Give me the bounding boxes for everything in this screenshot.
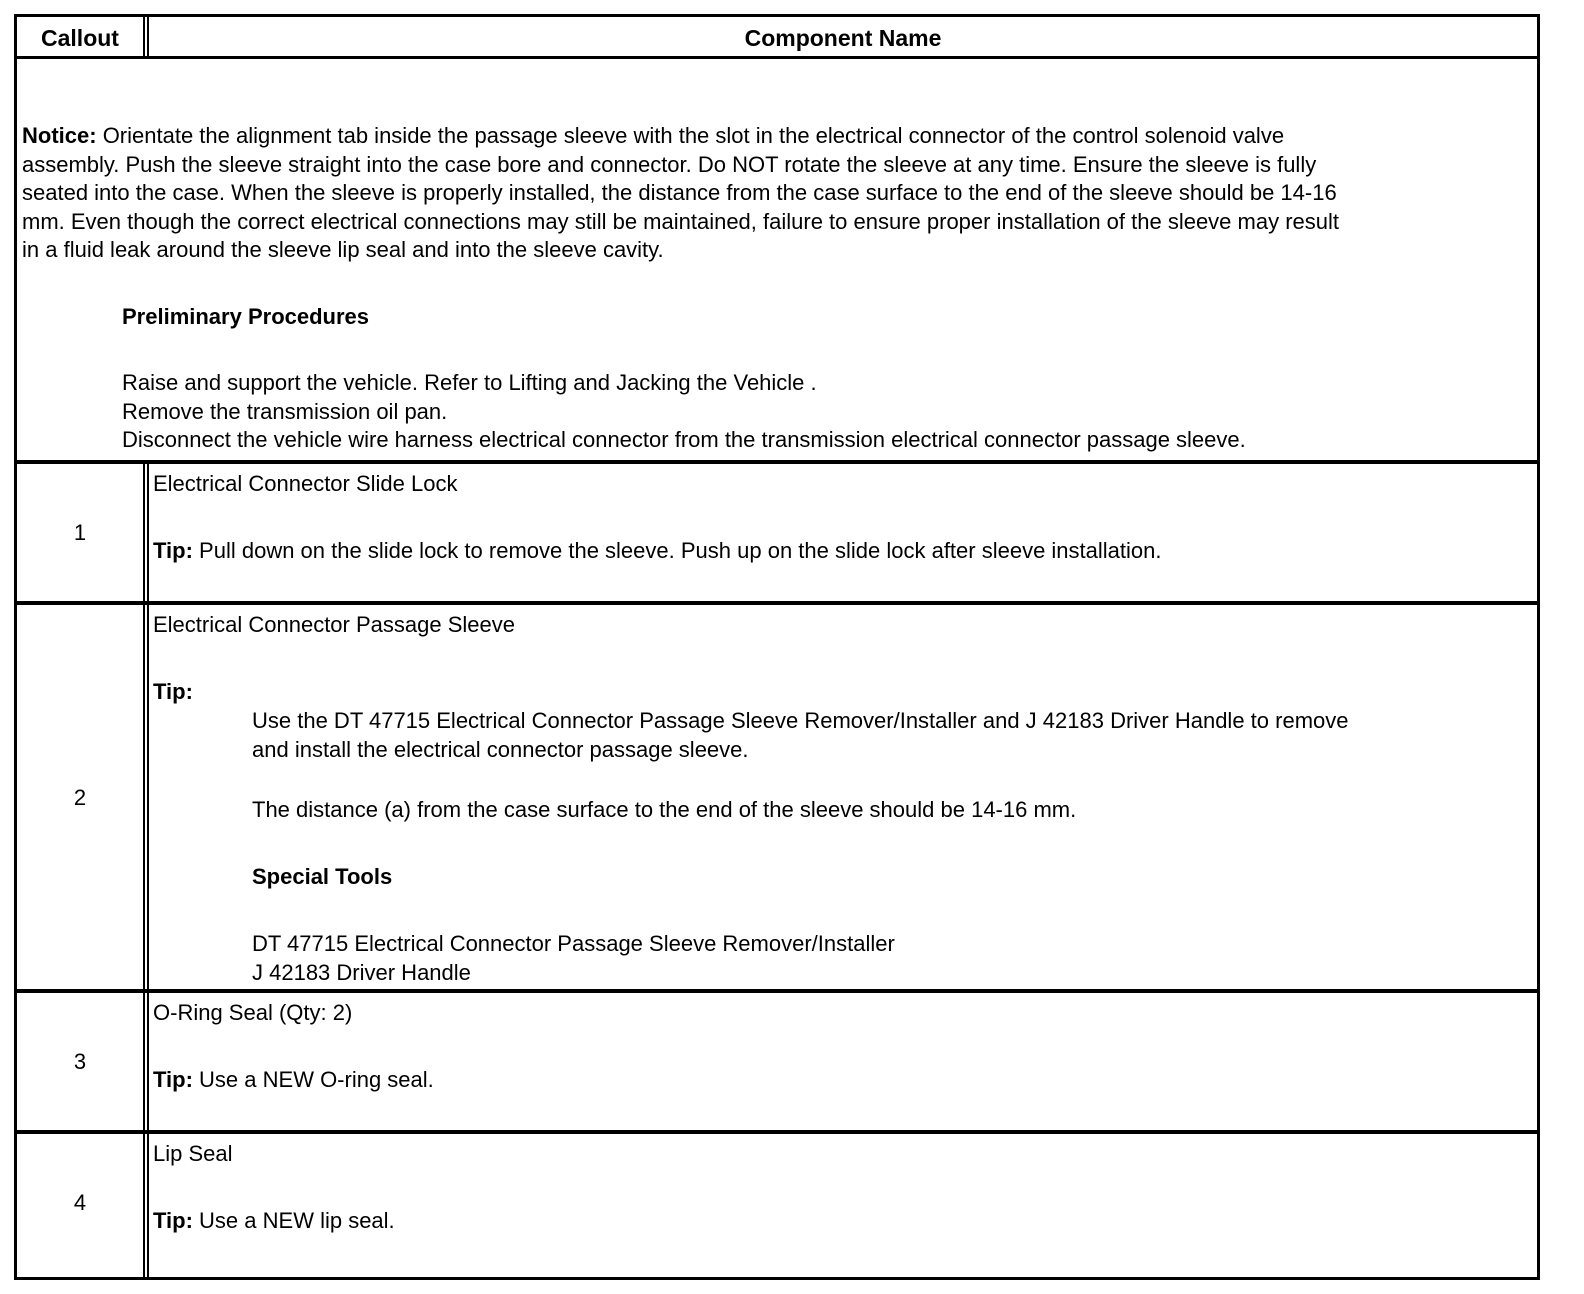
notice-row: [17, 59, 1537, 461]
callout-column-header: Callout: [41, 25, 119, 51]
component-cell: [153, 1139, 1531, 1235]
preliminary-steps: [122, 369, 1533, 455]
tip-items: [252, 706, 1531, 987]
tip-label: Tip:: [153, 679, 193, 704]
tip-item-line: and install the electrical connector passage sleeve.: [252, 737, 749, 762]
callout-number: 4: [73, 1190, 87, 1215]
callout-number: 3: [73, 1049, 87, 1074]
tip-label: Tip:: [153, 1067, 193, 1092]
tip-text: Use a NEW lip seal.: [199, 1208, 395, 1233]
special-tool-item: DT 47715 Electrical Connector Passage Sleeve Remover/Installer: [252, 931, 895, 956]
notice-paragraph: [22, 122, 1533, 265]
tip-text: Use a NEW O-ring seal.: [199, 1067, 434, 1092]
component-name: Electrical Connector Passage Sleeve: [153, 612, 515, 637]
component-cell: [153, 610, 1531, 987]
procedure-table: [14, 14, 1540, 1280]
callout-row-4: [17, 1134, 1537, 1274]
tip-label: Tip:: [153, 1208, 193, 1233]
header-divider-inner: [147, 17, 149, 57]
prelim-step: Raise and support the vehicle. Refer to Lifting and Jacking the Vehicle .: [122, 370, 817, 395]
notice-label: Notice:: [22, 123, 97, 148]
callout-column-divider-inner: [147, 464, 149, 1277]
notice-line: seated into the case. When the sleeve is properly installed, the distance from the case surface to the end of the sleeve should be 14-16: [22, 180, 1337, 205]
callout-row-1: [17, 464, 1537, 601]
tip-line: [153, 536, 1531, 565]
notice-line: assembly. Push the sleeve straight into the case bore and connector. Do NOT rotate the sleeve at any time. Ensure the sleeve is fully: [22, 151, 1317, 177]
callout-column-divider: [143, 464, 145, 1277]
callout-number: 2: [73, 785, 87, 810]
callout-row-3: [17, 993, 1537, 1130]
component-name-column-header: Component Name: [744, 25, 942, 51]
component-cell: [153, 998, 1531, 1094]
tip-text: Pull down on the slide lock to remove the sleeve. Push up on the slide lock after sleeve installation.: [199, 538, 1162, 563]
tip-line: [153, 1206, 1531, 1235]
prelim-step: Remove the transmission oil pan.: [122, 398, 448, 424]
notice-line: in a fluid leak around the sleeve lip seal and into the sleeve cavity.: [22, 237, 664, 262]
callout-number: 1: [73, 520, 87, 545]
header-row: [17, 17, 1537, 57]
component-name: Electrical Connector Slide Lock: [153, 471, 458, 496]
header-divider: [143, 17, 145, 57]
tip-line: [153, 1065, 1531, 1094]
prelim-step: Disconnect the vehicle wire harness electrical connector from the transmission electrical connector passage sleeve.: [122, 427, 1246, 452]
preliminary-procedures-title: Preliminary Procedures: [122, 304, 370, 329]
special-tools-title: Special Tools: [252, 864, 393, 889]
component-cell: [153, 469, 1531, 565]
tip-label: Tip:: [153, 538, 193, 563]
special-tool-item: J 42183 Driver Handle: [252, 960, 471, 985]
tip-item-line: Use the DT 47715 Electrical Connector Passage Sleeve Remover/Installer and J 42183 Driver Handle to remove: [252, 708, 1349, 733]
component-name: Lip Seal: [153, 1141, 233, 1166]
tip-item-line: The distance (a) from the case surface to the end of the sleeve should be 14-16 mm.: [252, 797, 1077, 822]
notice-line: Notice: Orientate the alignment tab inside the passage sleeve with the slot in the electrical connector of the control solenoid valve: [22, 123, 1285, 148]
callout-row-2: [17, 605, 1537, 989]
notice-line: mm. Even though the correct electrical connections may still be maintained, failure to ensure proper installation of the sleeve may result: [22, 208, 1339, 234]
component-name: O-Ring Seal (Qty: 2): [153, 1000, 353, 1025]
